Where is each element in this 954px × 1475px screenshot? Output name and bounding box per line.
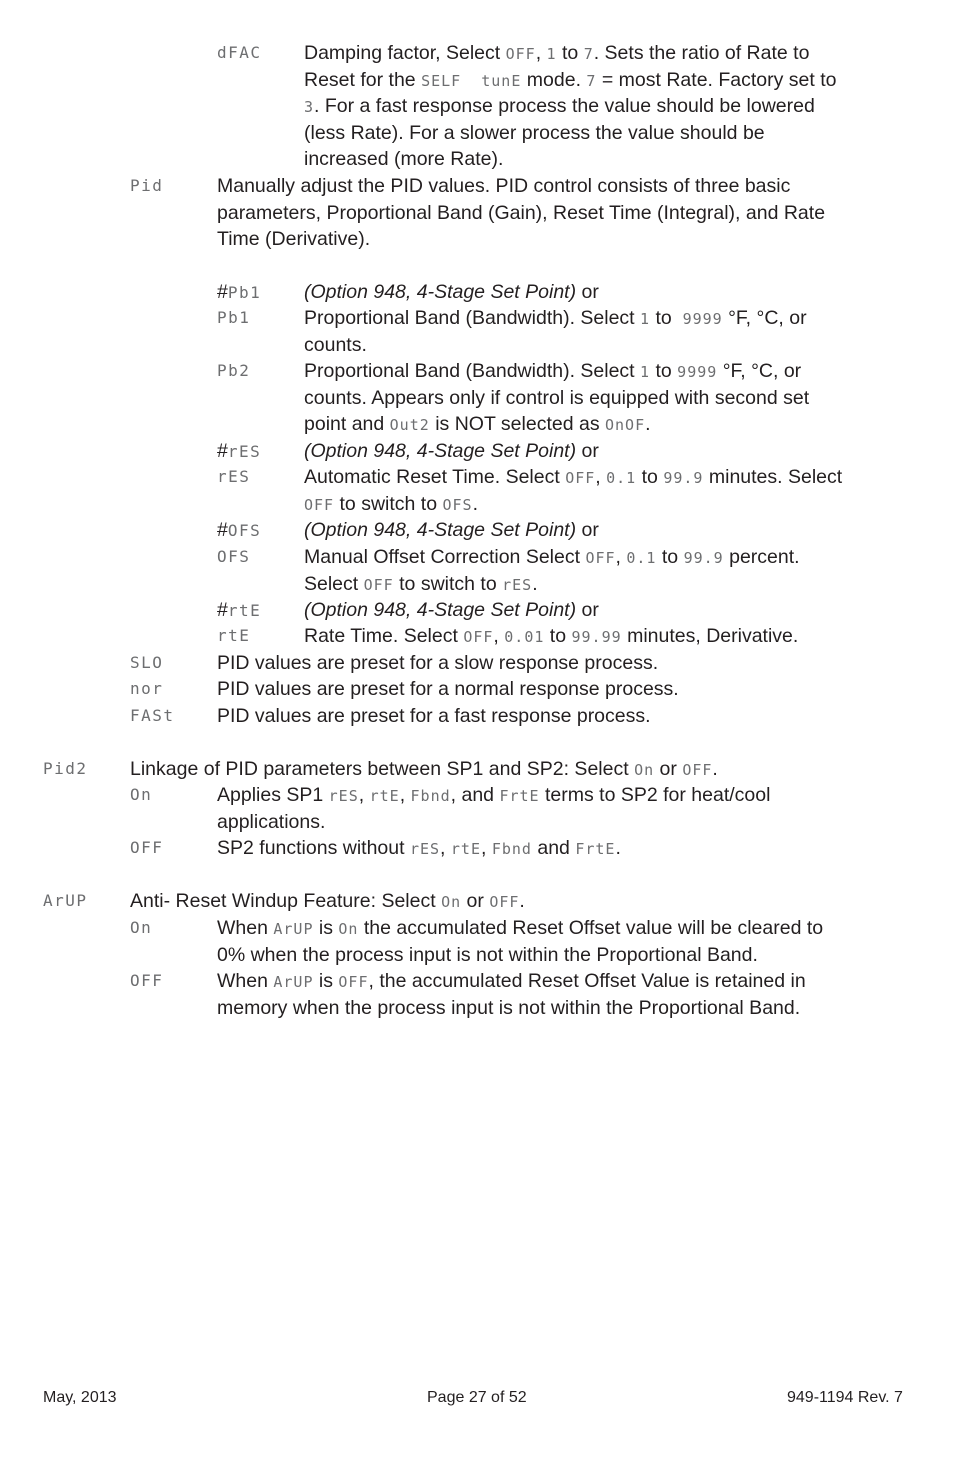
description-line — [304, 544, 800, 572]
description-line — [304, 464, 842, 492]
description-line — [304, 517, 599, 544]
text-run: terms to SP2 for heat/cool — [539, 784, 771, 806]
parameter-code: dFAC — [217, 43, 262, 62]
text-run: 0% when the process input is not within the Proportional Band. — [217, 943, 758, 966]
parameter-code: #Pb1 — [217, 281, 262, 303]
description-line — [217, 995, 800, 1022]
display-code: FrtE — [575, 840, 616, 858]
display-code: OFF — [338, 973, 369, 991]
text-run: , — [399, 784, 411, 806]
description-line — [304, 120, 765, 147]
display-code: 7 — [586, 71, 597, 90]
text-run: Applies SP1 — [217, 784, 329, 806]
description-line — [304, 438, 599, 465]
display-code: rtE — [450, 840, 481, 858]
display-code: OFF — [463, 628, 494, 646]
text-run: °F, °C, or — [717, 360, 802, 382]
text-run: Anti- Reset Windup Feature: Select — [130, 890, 442, 912]
display-code: rES — [409, 840, 441, 858]
display-code: On — [338, 920, 359, 938]
text-run: is — [313, 970, 339, 992]
text-run: Rate Time. Select — [304, 625, 464, 647]
text-run: to — [656, 546, 684, 568]
text-run: to — [556, 42, 584, 64]
description-line — [217, 703, 651, 730]
text-run: . — [712, 758, 718, 780]
text-run: Damping factor, Select — [304, 42, 506, 64]
text-run: Time (Derivative). — [217, 228, 371, 250]
display-code: 99.9 — [663, 469, 704, 487]
description-line — [304, 279, 599, 306]
parameter-code: Pb1 — [217, 308, 251, 327]
text-run: Proportional Band (Bandwidth). Select — [304, 360, 641, 382]
display-code: Fbnd — [410, 787, 451, 805]
display-code: OFF — [565, 469, 596, 487]
footer-page-number: Page 27 of 52 — [427, 1389, 527, 1406]
text-run: applications. — [217, 810, 326, 833]
text-run: to switch to — [334, 492, 443, 515]
parameter-code: #rtE — [217, 599, 262, 621]
text-run: . For a fast response process the value should be lowered — [314, 95, 815, 117]
text-run: minutes. Select — [703, 466, 843, 488]
text-run: . Sets the ratio of Rate to — [593, 42, 810, 64]
display-code: SELF tunE — [421, 71, 522, 90]
display-code: 0.1 — [626, 549, 657, 567]
description-line — [217, 968, 806, 996]
text-run: or — [654, 758, 683, 780]
text-run: Manually adjust the PID values. PID control consists of three basic — [217, 175, 791, 197]
description-line — [130, 756, 718, 784]
text-run: , — [440, 837, 451, 859]
text-run: , — [358, 784, 370, 806]
parameter-code: OFS — [217, 547, 251, 566]
parameter-code: #OFS — [217, 519, 262, 541]
parameter-code: rtE — [217, 626, 251, 645]
text-run: or — [576, 440, 599, 462]
description-line — [304, 93, 815, 121]
parameter-code: rES — [217, 467, 251, 486]
description-line — [304, 571, 538, 599]
description-line — [217, 226, 370, 253]
text-run: Linkage of PID parameters between SP1 and SP2: Select — [130, 758, 635, 780]
display-code: 7 — [583, 45, 594, 63]
display-code: Fbnd — [491, 840, 532, 858]
display-code: ArUP — [273, 920, 314, 938]
text-run: counts. — [304, 333, 367, 356]
description-line — [217, 835, 621, 863]
display-code: rES — [502, 575, 533, 594]
text-run: minutes, Derivative. — [621, 625, 799, 647]
footer-date: May, 2013 — [43, 1389, 117, 1406]
display-code: 99.9 — [683, 549, 724, 567]
text-run: to — [650, 360, 678, 382]
display-code: ArUP — [273, 973, 314, 991]
text-run: mode. — [521, 68, 587, 91]
description-line — [304, 305, 807, 333]
description-line — [217, 782, 770, 810]
display-code: 9999 — [677, 363, 718, 381]
display-code: On — [634, 761, 655, 779]
display-code: 1 — [640, 310, 651, 328]
text-run: is — [313, 917, 339, 939]
parameter-code: #rES — [217, 440, 262, 462]
description-line — [217, 942, 758, 969]
text-run: the accumulated Reset Offset value will be cleared to — [358, 917, 824, 939]
text-run: and — [531, 837, 576, 859]
parameter-code: Pb2 — [217, 361, 251, 380]
display-code: 1 — [640, 363, 651, 381]
text-run: . — [532, 572, 538, 595]
display-code: OFF — [489, 893, 520, 911]
description-line — [304, 491, 478, 519]
text-run: Automatic Reset Time. Select — [304, 466, 566, 488]
text-run: Select — [304, 572, 364, 595]
text-run: , and — [450, 784, 500, 806]
parameter-code: Pid2 — [43, 759, 88, 778]
text-run: When — [217, 970, 274, 992]
parameter-code: ArUP — [43, 891, 88, 910]
text-run: When — [217, 917, 274, 939]
text-run: memory when the process input is not within the Proportional Band. — [217, 996, 801, 1019]
description-line — [304, 332, 367, 359]
text-run: increased (more Rate). — [304, 148, 504, 170]
text-run: , — [615, 546, 627, 568]
text-run: to — [544, 625, 572, 647]
parameter-code: Pid — [130, 176, 164, 195]
display-code: OFF — [585, 549, 616, 567]
description-line — [217, 915, 823, 943]
display-code: rtE — [369, 787, 400, 805]
parameter-code: On — [130, 785, 153, 804]
text-run: . — [645, 413, 651, 435]
text-run: , — [480, 837, 492, 859]
description-line — [304, 358, 801, 386]
text-run: point and — [304, 413, 390, 435]
text-run: percent. — [723, 546, 800, 568]
description-line — [304, 597, 599, 624]
display-code: 1 — [546, 45, 557, 63]
text-run: parameters, Proportional Band (Gain), Reset Time (Integral), and Rate — [217, 201, 826, 224]
display-code: OnOF — [605, 416, 646, 434]
display-code: 0.01 — [504, 628, 545, 646]
text-run: to switch to — [393, 572, 503, 595]
parameter-code: SLO — [130, 653, 164, 672]
description-line — [217, 676, 679, 703]
text-run: . — [615, 837, 621, 859]
parameter-code: OFF — [130, 838, 164, 857]
description-line — [217, 809, 325, 836]
text-run: (less Rate). For a slower process the value should be — [304, 121, 765, 144]
description-line — [217, 200, 825, 227]
text-run: to — [636, 466, 664, 488]
text-run: Proportional Band (Bandwidth). Select — [304, 307, 641, 329]
text-run: = most Rate. Factory set to — [596, 68, 837, 91]
text-run: PID values are preset for a normal response process. — [217, 678, 679, 700]
description-line — [304, 411, 651, 439]
option-note: (Option 948, 4-Stage Set Point) — [304, 519, 577, 541]
display-code: 99.99 — [571, 628, 622, 646]
text-run: to — [650, 307, 683, 329]
text-run: , — [595, 466, 607, 488]
text-run: PID values are preset for a slow response process. — [217, 652, 659, 674]
text-run: , the accumulated Reset Offset Value is retained in — [368, 970, 806, 992]
text-run: , — [535, 42, 547, 64]
text-run: or — [576, 281, 599, 303]
text-run: Reset for the — [304, 68, 422, 91]
description-line — [217, 650, 658, 677]
text-run: or — [461, 890, 490, 912]
text-run: Manual Offset Correction Select — [304, 546, 586, 568]
description-line — [217, 173, 790, 200]
description-line — [304, 146, 503, 173]
footer-doc-revision: 949-1194 Rev. 7 — [787, 1389, 903, 1406]
display-code: FrtE — [499, 787, 540, 805]
display-code: 9999 — [682, 310, 723, 328]
display-code: OFF — [304, 495, 335, 514]
option-note: (Option 948, 4-Stage Set Point) — [304, 440, 577, 462]
text-run: or — [576, 599, 599, 621]
description-line — [130, 888, 525, 916]
text-run: °F, °C, or — [722, 307, 807, 329]
description-line — [304, 623, 798, 651]
text-run: PID values are preset for a fast response process. — [217, 705, 651, 727]
parameter-code: OFF — [130, 971, 164, 990]
text-run: , — [493, 625, 505, 647]
parameter-code: FASt — [130, 706, 175, 725]
text-run: is NOT selected as — [429, 413, 605, 435]
parameter-code: nor — [130, 679, 164, 698]
display-code: OFF — [682, 761, 713, 779]
display-code: OFS — [442, 495, 473, 514]
display-code: OFF — [505, 45, 536, 63]
text-run: . — [519, 890, 525, 912]
display-code: Out2 — [389, 416, 430, 434]
description-line — [304, 40, 809, 68]
display-code: 3 — [304, 98, 315, 116]
text-run: . — [472, 492, 478, 515]
display-code: On — [441, 893, 462, 911]
option-note: (Option 948, 4-Stage Set Point) — [304, 599, 577, 621]
text-run: counts. Appears only if control is equipped with second set — [304, 386, 810, 409]
text-run: or — [576, 519, 599, 541]
text-run: SP2 functions without — [217, 837, 410, 859]
parameter-code: On — [130, 918, 153, 937]
description-line — [304, 67, 837, 95]
display-code: OFF — [363, 575, 394, 594]
display-code: 0.1 — [606, 469, 637, 487]
description-line — [304, 385, 809, 412]
option-note: (Option 948, 4-Stage Set Point) — [304, 281, 577, 303]
display-code: rES — [328, 787, 359, 805]
